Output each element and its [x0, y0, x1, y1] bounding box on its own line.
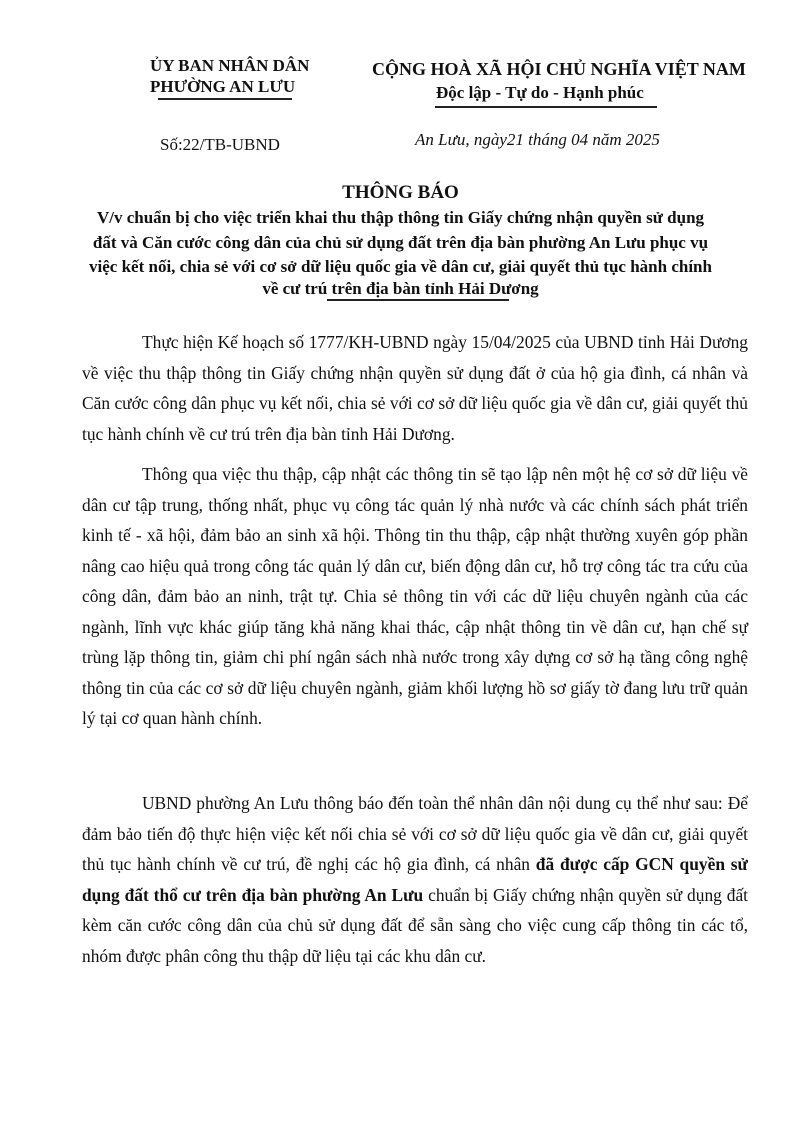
paragraph-3-intro: UBND phường An Lưu thông báo đến toàn thể nhân dân nội dung cụ thể như sau: Để đảm bảo tiến độ thực hiện việc kết nối chia sẻ với cơ sở dữ liệu quốc gia về dân cư, giải quyết thủ tục hành chính về cư trú, đề nghị các hộ gia đình, cá nhân [82, 793, 748, 874]
document-number: Số:22/TB-UBND [160, 135, 280, 154]
body-paragraph-1: Thực hiện Kế hoạch số 1777/KH-UBND ngày 15/04/2025 của UBND tỉnh Hải Dương về việc thu thập thông tin Giấy chứng nhận quyền sử dụng đất ở của hộ gia đình, cá nhân và Căn cước công dân phục vụ kết nối, chia sẻ với cơ sở dữ liệu quốc gia về dân cư, giải quyết thủ tục hành chính về cư trú trên địa bàn tỉnh Hải Dương. [82, 332, 748, 444]
issuing-authority: ỦY BAN NHÂN DÂN [150, 56, 310, 75]
national-title: CỘNG HOÀ XÃ HỘI CHỦ NGHĨA VIỆT NAM [372, 59, 746, 79]
subject-underline [327, 299, 509, 301]
authority-underline [158, 98, 292, 100]
document-title: THÔNG BÁO [342, 182, 459, 203]
body-paragraph-2: Thông qua việc thu thập, cập nhật các thông tin sẽ tạo lập nên một hệ cơ sở dữ liệu về dân cư tập trung, thống nhất, phục vụ công tác quản lý nhà nước và các chính sách phát triển kinh tế - xã hội, đảm bảo an sinh xã hội. Thông tin thu thập, cập nhật thường xuyên góp phần nâng cao hiệu quả trong công tác quản lý dân cư, biến động dân cư, hỗ trợ công tác tra cứu của công dân, đảm bảo an ninh, trật tự. Chia sẻ thông tin với các dữ liệu chuyên ngành của các ngành, lĩnh vực khác giúp tăng khả năng khai thác, cập nhật thông tin về dân cư, hạn chế sự trùng lặp thông tin, giảm chi phí ngân sách nhà nước trong xây dựng cơ sở hạ tầng công nghệ thông tin của các cơ sở dữ liệu chuyên ngành, giảm khối lượng hồ sơ giấy tờ đang lưu trữ quản lý tại cơ quan hành chính. [82, 464, 748, 728]
paragraph-3-emphasis: đã được cấp GCN quyền sử dụng đất thổ cư trên địa bàn phường An Lưu [82, 854, 748, 905]
body-paragraph-3 [82, 788, 748, 971]
subject-line-4: về cư trú trên địa bàn tỉnh Hải Dương [262, 279, 539, 298]
issuing-ward: PHƯỜNG AN LƯU [150, 77, 296, 96]
subject-line-1: V/v chuẩn bị cho việc triển khai thu thập thông tin Giấy chứng nhận quyền sử dụng [96, 208, 705, 227]
subject-line-3: việc kết nối, chia sẻ với cơ sở dữ liệu quốc gia về dân cư, giải quyết thủ tục hành chính [89, 257, 712, 276]
motto-underline [435, 106, 657, 108]
national-motto: Độc lập - Tự do - Hạnh phúc [436, 83, 644, 102]
place-and-date: An Lưu, ngày21 tháng 04 năm 2025 [415, 130, 660, 149]
paragraph-3-conclusion: chuẩn bị Giấy chứng nhận quyền sử dụng đất kèm căn cước công dân của chủ sử dụng đất để sẵn sàng cho việc cung cấp thông tin các tổ, nhóm được phân công thu thập dữ liệu tại các khu dân cư. [82, 884, 748, 966]
subject-line-2: đất và Căn cước công dân của chủ sử dụng đất trên địa bàn phường An Lưu phục vụ [92, 233, 709, 252]
